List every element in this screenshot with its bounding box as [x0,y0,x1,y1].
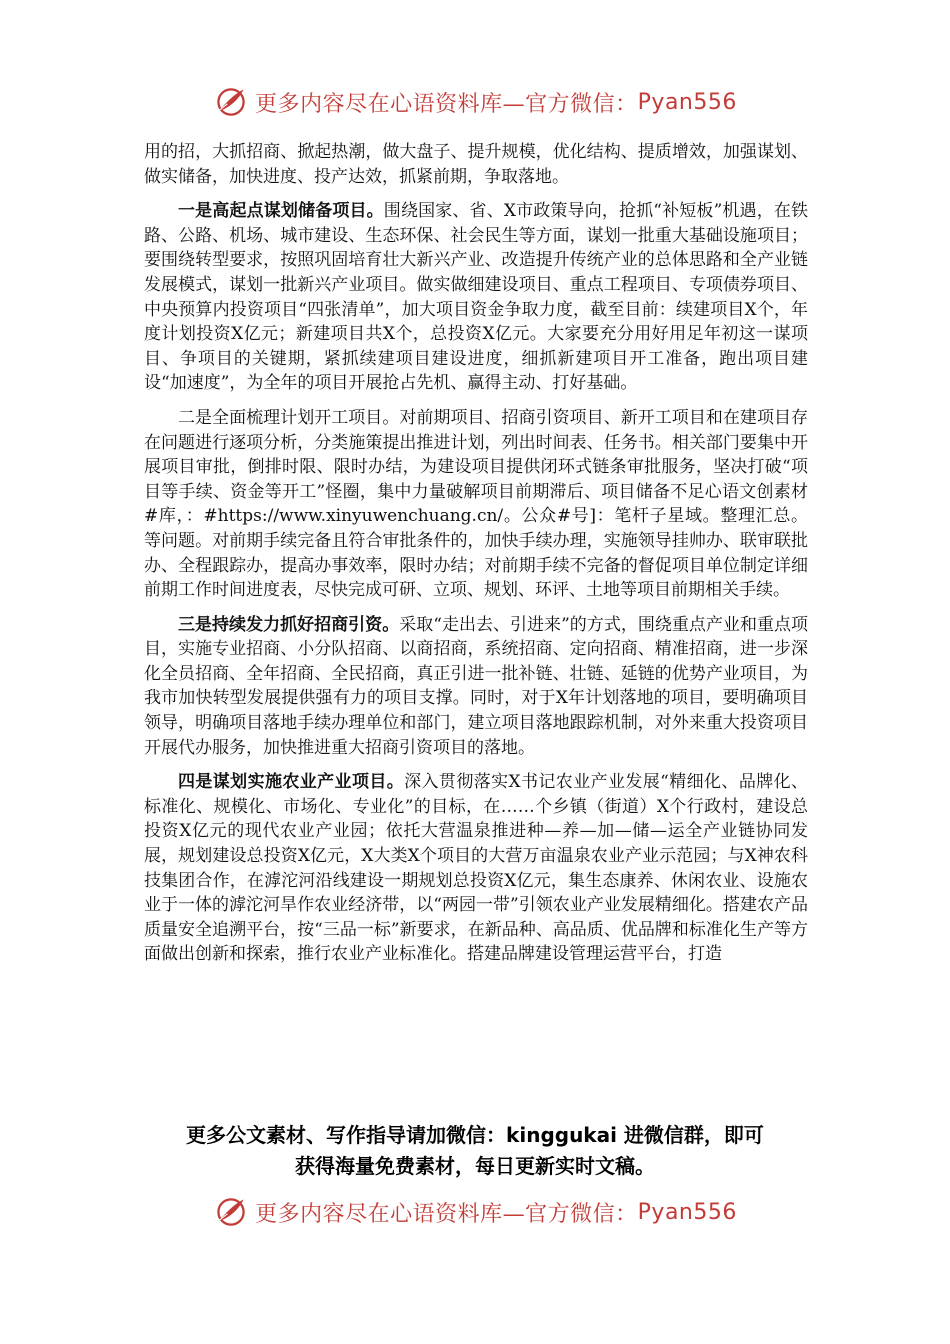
promo-banner [120,1120,830,1182]
watermark-text: 更多内容尽在心语资料库—官方微信： [255,1201,638,1227]
document-body [144,140,808,977]
watermark-text: 更多内容尽在心语资料库—官方微信： [255,91,638,117]
quill-logo-icon [213,1194,249,1230]
footer-watermark [0,1190,950,1234]
paragraph-intro [144,140,808,189]
paragraph-item-4 [144,770,808,967]
paragraph-text: 用的招，大抓招商、掀起热潮，做大盘子、提升规模，优化结构、提质增效，加强谋划、做实储备，加快进度、投产达效，抓紧前期，争取落地。 [144,142,808,187]
paragraph-heading: 三是持续发力抓好招商引资。 [178,614,400,635]
header-watermark [0,80,950,124]
paragraph-heading: 四是谋划实施农业产业项目。 [178,772,405,793]
paragraph-text: 采取“走出去、引进来”的方式，围绕重点产业和重点项目，实施专业招商、小分队招商、以商招商，系统招商、定向招商、精准招商，进一步深化全员招商、全年招商、全民招商，真正引进一批补链、壮链、延链的优势产业项目，为我市加快转型发展提供强有力的项目支撑。同时，对于X年计划落地的项目，要明确项目领导，明确项目落地手续办理单位和部门，建立项目落地跟踪机制，对外来重大投资项目开展代办服务，加快推进重大招商引资项目的落地。 [144,614,808,758]
paragraph-heading: 一是高起点谋划储备项目。 [178,201,384,222]
paragraph-text: 围绕国家、省、X市政策导向，抢抓“补短板”机遇，在铁路、公路、机场、城市建设、生态环保、社会民生等方面，谋划一批重大基础设施项目；要围绕转型要求，按照巩固培育壮大新兴产业、改造提升传统产业的总体思路和全产业链发展模式，谋划一批新兴产业项目。做实做细建设项目、重点工程项目、专项债券项目、中央预算内投资项目“四张清单”，加大项目资金争取力度，截至目前：续建项目X个，年度计划投资X亿元；新建项目共X个，总投资X亿元。大家要充分用好用足年初这一谋项目、争项目的关键期，紧抓续建项目建设进度，细抓新建项目开工准备，跑出项目建设“加速度”，为全年的项目开展抢占先机、赢得主动、打好基础。 [144,201,809,394]
paragraph-item-3 [144,613,808,761]
quill-logo-icon [213,84,249,120]
promo-line-1: 更多公文素材、写作指导请加微信：kinggukai 进微信群，即可 [186,1123,764,1147]
paragraph-text: 二是全面梳理计划开工项目。对前期项目、招商引资项目、新开工项目和在建项目存在问题进行逐项分析，分类施策提出推进计划，列出时间表、任务书。相关部门要集中开展项目审批，倒排时限、限时办结，为建设项目提供闭环式链条审批服务，坚决打破“项目等手续、资金等开工”怪圈，集中力量破解项目前期滞后、项目储备不足心语文创素材#库，：#https://www.xinyuwenchuang.cn/。公众#号]：笔杆子星域。整理汇总。等问题。对前期手续完备且符合审批条件的，加快手续办理，实施领导挂帅办、联审联批办、全程跟踪办，提高办事效率，限时办结；对前期手续不完备的督促项目单位制定详细前期工作时间进度表，尽快完成可研、立项、规划、环评、土地等项目前期相关手续。 [144,407,808,601]
paragraph-item-2 [144,406,808,603]
promo-line-2: 获得海量免费素材，每日更新实时文稿。 [295,1154,655,1178]
watermark-wechat-id: Pyan556 [637,89,737,115]
watermark-wechat-id: Pyan556 [637,1199,737,1225]
paragraph-item-1 [144,199,808,396]
paragraph-text: 深入贯彻落实X书记农业产业发展“精细化、品牌化、标准化、规模化、市场化、专业化”的目标，在……个乡镇（街道）X个行政村，建设总投资X亿元的现代农业产业园；依托大营温泉推进种—养—加—储—运全产业链协同发展，规划建设总投资X亿元，X大类X个项目的大营万亩温泉农业产业示范园；与X神农科技集团合作，在滹沱河沿线建设一期规划总投资X亿元，集生态康养、休闲农业、设施农业于一体的滹沱河旱作农业经济带，以“两园一带”引领农业产业发展精细化。搭建农产品质量安全追溯平台，按“三品一标”新要求，在新品种、高品质、优品牌和标准化生产等方面做出创新和探索，推行农业产业标准化。搭建品牌建设管理运营平台，打造 [144,772,809,965]
